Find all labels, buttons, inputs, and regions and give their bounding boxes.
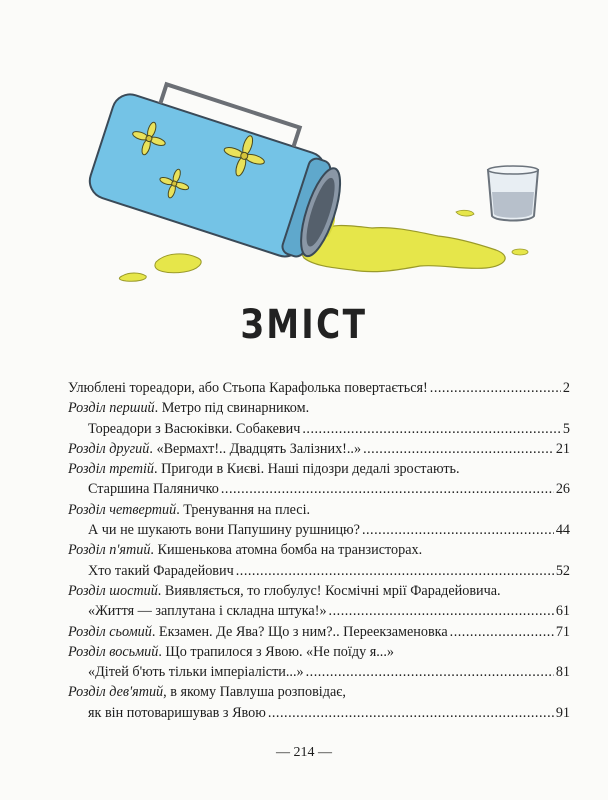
leader-dots (329, 601, 554, 621)
leader-dots (363, 439, 554, 459)
leader-dots (302, 419, 561, 439)
page-ref: 2 (562, 380, 570, 396)
spilled-thermos-illustration (0, 0, 608, 310)
entry-title: . Пригоди в Києві. Наші підозри дедалі зростають. (154, 461, 460, 478)
entry-title: . Екзамен. Де Ява? Що з ним?.. Переекзаменовка (151, 623, 448, 640)
toc-entry[interactable] (68, 642, 570, 683)
page-ref: 52 (555, 562, 570, 579)
entry-continuation: А чи не шукають вони Папушину рушницю? (88, 522, 360, 539)
leader-dots (268, 703, 554, 723)
entry-continuation: Тореадори з Васюківки. Собакевич (88, 420, 301, 437)
entry-title: . Що трапилося з Явою. «Не поїду я...» (158, 643, 394, 660)
chapter-label: Розділ сьомий (68, 623, 152, 640)
chapter-label: Розділ четвертий (68, 501, 177, 518)
toc-entry[interactable] (68, 622, 570, 642)
leader-dots (430, 378, 561, 398)
entry-continuation: «Життя — заплутана і складна штука!» (88, 603, 327, 620)
toc-entry[interactable] (68, 581, 570, 622)
page-ref: 71 (555, 623, 570, 640)
entry-title: , в якому Павлуша розповідає, (163, 684, 346, 701)
leader-dots (450, 622, 554, 642)
thermos (85, 71, 357, 268)
chapter-label: Розділ перший (68, 400, 155, 417)
toc-entry[interactable] (68, 459, 570, 500)
entry-title: . «Вермахт!.. Двадцять Залізних!..» (149, 440, 362, 457)
chapter-label: Розділ третій (68, 461, 154, 478)
chapter-label: Розділ восьмий (68, 643, 159, 660)
page-ref: 21 (555, 440, 570, 457)
toc-entry[interactable] (68, 378, 570, 398)
page-ref: 81 (555, 664, 570, 681)
chapter-label: Розділ дев'ятий (68, 684, 164, 701)
toc-entry[interactable] (68, 682, 570, 723)
leader-dots (362, 520, 554, 540)
chapter-label: Розділ другий (68, 440, 150, 457)
leader-dots (236, 561, 554, 581)
page-ref: 26 (555, 481, 570, 498)
toc-entry[interactable] (68, 540, 570, 581)
entry-title: Улюблені тореадори, або Стьопа Карафолька повертається! (68, 380, 428, 396)
entry-title: . Тренування на плесі. (176, 501, 311, 518)
toc-heading: ЗМІСТ (240, 302, 368, 348)
toc-entry[interactable] (68, 439, 570, 459)
page-ref: 61 (555, 603, 570, 620)
entry-continuation: «Дітей б'ють тільки імперіалісти...» (88, 664, 304, 681)
entry-continuation: Хто такий Фарадейович (88, 562, 234, 579)
page-ref: 91 (555, 704, 570, 721)
entry-continuation: Старшина Паляничко (88, 481, 219, 498)
toc-entry[interactable] (68, 500, 570, 541)
chapter-label: Розділ шостий (68, 582, 158, 599)
entry-title: . Виявляється, то глобулус! Космічні мрії Фарадейовича. (157, 582, 501, 599)
table-of-contents (68, 378, 570, 723)
leader-dots (221, 479, 554, 499)
spilled-liquid (302, 226, 505, 272)
page-ref: 44 (555, 522, 570, 539)
cup (488, 166, 538, 221)
chapter-label: Розділ п'ятий (68, 542, 151, 559)
page-ref: 5 (562, 420, 570, 437)
entry-title: . Метро під свинарником. (154, 400, 310, 417)
entry-title: . Кишенькова атомна бомба на транзисторах. (150, 542, 423, 559)
page-number: — 214 — (276, 745, 332, 760)
toc-entry[interactable] (68, 398, 570, 439)
entry-continuation: як він потоваришував з Явою (88, 704, 266, 721)
leader-dots (306, 662, 554, 682)
